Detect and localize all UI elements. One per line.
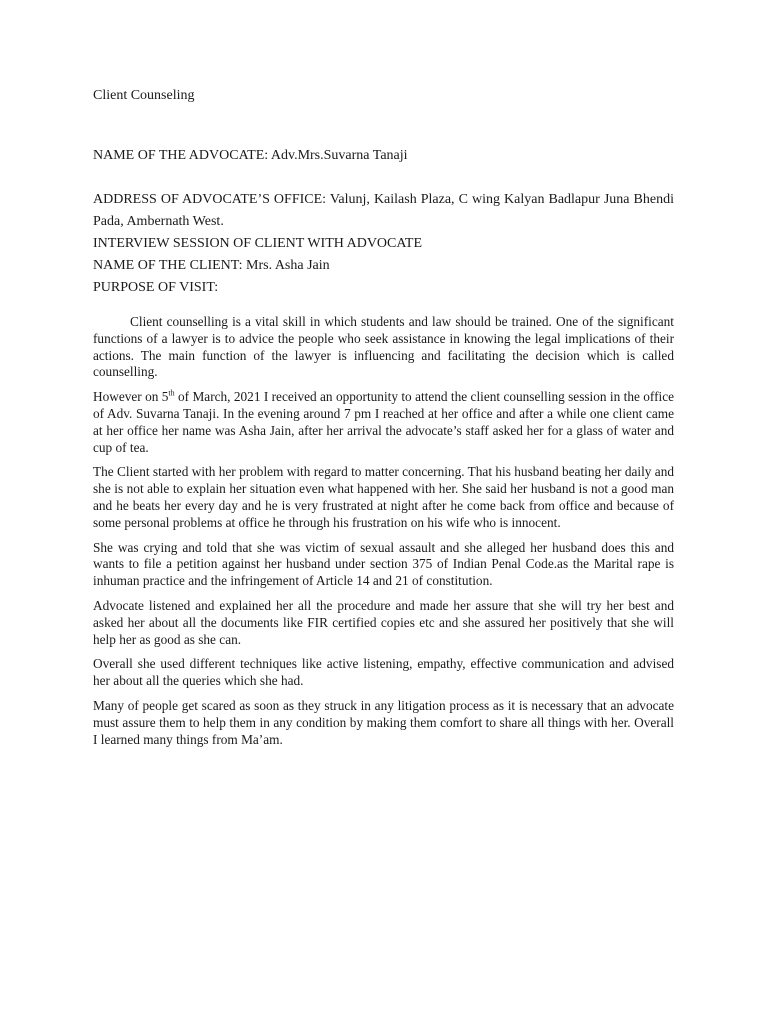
paragraph-visit <box>93 389 674 456</box>
paragraph-visit-rest: of March, 2021 I received an opportunity to attend the client counselling session in the office of Adv. Suvarna Tanaji. In the evening around 7 pm I reached at her office and after a while one client came at her office her name was Asha Jain, after her arrival the advocate’s staff asked her for a glass of water and cup of tea. <box>93 389 674 455</box>
document-body <box>93 314 674 756</box>
session-heading: INTERVIEW SESSION OF CLIENT WITH ADVOCATE <box>93 236 423 251</box>
paragraph-intro: Client counselling is a vital skill in which students and law should be trained. One of the significant functions of a lawyer is to advice the people who seek assistance in knowing the legal implications of their actions. The main function of the lawyer is influencing and facilitating the decision which is called counselling. <box>93 314 674 380</box>
paragraph-problem: The Client started with her problem with regard to matter concerning. That his husband beating her daily and she is not able to explain her situation even what happened with her. She said her husband is not a good man and he beats her every day and he is very frustrated at night after he come back from office and because of some personal problems at office he through his frustration on his wife who is innocent. <box>93 464 674 530</box>
ordinal-suffix: th <box>168 388 175 398</box>
document-title: Client Counseling <box>93 88 195 103</box>
paragraph-techniques: Overall she used different techniques like active listening, empathy, effective communication and advised her about all the queries which she had. <box>93 656 674 689</box>
client-name-field: NAME OF THE CLIENT: Mrs. Asha Jain <box>93 258 330 273</box>
paragraph-allegation: She was crying and told that she was victim of sexual assault and she alleged her husband does this and wants to file a petition against her husband under section 375 of Indian Penal Code.as the Marital rape is inhuman practice and the infringement of Article 14 and 21 of constitution. <box>93 539 674 589</box>
purpose-field: PURPOSE OF VISIT: <box>93 280 219 295</box>
advocate-name-field: NAME OF THE ADVOCATE: Adv.Mrs.Suvarna Tanaji <box>93 148 408 163</box>
office-address-field: ADDRESS OF ADVOCATE’S OFFICE: Valunj, Kailash Plaza, C wing Kalyan Badlapur Juna Bhendi Pada, Ambernath West. <box>93 192 674 229</box>
paragraph-advice: Advocate listened and explained her all the procedure and made her assure that she will try her best and asked her about all the documents like FIR certified copies etc and she assured her positively that she will help her as good as she can. <box>93 597 674 647</box>
paragraph-visit-start: However on 5 <box>93 389 169 405</box>
paragraph-conclusion: Many of people get scared as soon as they struck in any litigation process as it is necessary that an advocate must assure them to help them in any condition by making them comfort to share all things with her. Overall I learned many things from Ma’am. <box>93 697 674 747</box>
header-fields <box>93 145 674 299</box>
